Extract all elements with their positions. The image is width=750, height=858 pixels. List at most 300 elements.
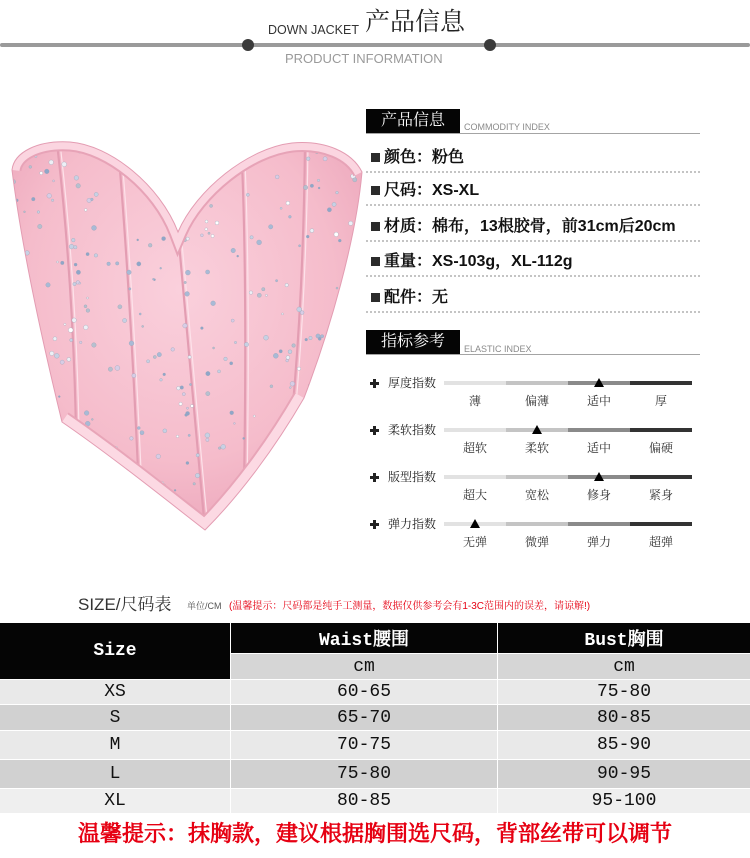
sparkle (54, 353, 59, 358)
sparkle (49, 160, 54, 165)
sparkle (68, 328, 73, 333)
sparkle (320, 335, 323, 338)
sparkle (230, 362, 233, 365)
sparkle (76, 184, 81, 189)
table-cell-size: S (0, 705, 230, 730)
sparkle (50, 351, 54, 355)
product-image (0, 130, 372, 540)
sparkle (49, 482, 54, 487)
info-item-accessories (366, 284, 700, 314)
triangle-marker-icon (594, 378, 604, 387)
sparkle (177, 386, 181, 390)
sparkle (196, 454, 199, 457)
sparkle (250, 236, 253, 239)
sparkle (344, 504, 348, 508)
sparkle (74, 263, 77, 266)
sparkle (214, 142, 219, 147)
sparkle (140, 431, 144, 435)
sparkle (108, 367, 112, 371)
sparkle (246, 193, 249, 196)
sparkle (234, 341, 236, 343)
sparkle (318, 337, 321, 340)
sparkle (208, 232, 210, 234)
sparkle (182, 393, 185, 396)
sparkle (26, 374, 30, 378)
sparkle (210, 204, 213, 207)
table-cell-bust: 75-80 (498, 680, 750, 704)
sparkle (68, 472, 72, 476)
sparkle (211, 301, 216, 306)
sparkle (183, 323, 188, 328)
sparkle (255, 491, 257, 493)
info-item-weight (366, 248, 700, 278)
sparkle (221, 444, 226, 449)
scale-segment (630, 381, 692, 385)
commodity-rule (366, 133, 700, 134)
plus-icon (370, 520, 379, 529)
commodity-heading: 产品信息 (366, 109, 460, 133)
sparkle (16, 489, 18, 491)
sparkle (86, 297, 88, 299)
sparkle (94, 254, 98, 258)
sparkle (74, 245, 77, 248)
header-rule-dot-right (484, 39, 496, 51)
sparkle (91, 198, 94, 201)
size-column-header: Size (0, 623, 230, 679)
table-cell-size: M (0, 731, 230, 759)
size-chart-title: SIZE/尺码表 (78, 595, 172, 614)
table-cell-bust: 85-90 (498, 731, 750, 759)
triangle-marker-icon (470, 519, 480, 528)
sparkle (275, 175, 279, 179)
sparkle (61, 523, 66, 528)
sparkle (160, 378, 163, 381)
sparkle (290, 381, 295, 386)
sparkle (25, 366, 28, 369)
sparkle (92, 343, 97, 348)
sparkle (330, 510, 333, 513)
info-item-text: 重量：XS-103g，XL-112g (384, 253, 573, 270)
sparkle (253, 518, 258, 523)
sparkle (234, 519, 239, 524)
sparkle (297, 307, 302, 312)
sparkle (280, 207, 282, 209)
sparkle (244, 342, 248, 346)
sparkle (53, 180, 55, 182)
metric-option: 柔软 (524, 441, 549, 455)
sparkle (44, 449, 48, 453)
waist-unit: cm (231, 654, 497, 679)
dotted-divider (366, 204, 700, 206)
sparkle (303, 185, 307, 189)
header-rule-dot-left (242, 39, 254, 51)
sparkle (184, 281, 186, 283)
sparkle (328, 338, 330, 340)
size-table (0, 623, 750, 813)
table-cell-waist: 60-65 (231, 680, 497, 704)
metric-label: 版型指数 (388, 470, 437, 484)
table-cell-waist: 80-85 (231, 789, 497, 813)
sparkle (61, 261, 65, 265)
table-cell-waist: 75-80 (231, 760, 497, 788)
sparkle (257, 293, 261, 297)
sparkle (137, 427, 140, 430)
sparkle (112, 469, 116, 473)
sparkle (36, 426, 39, 429)
scale-segment (506, 381, 568, 385)
sparkle (351, 309, 353, 311)
sparkle (185, 414, 188, 417)
sparkle (164, 149, 166, 151)
sparkle (58, 396, 60, 398)
dotted-divider (366, 171, 700, 173)
square-bullet-icon (371, 222, 380, 231)
metric-option: 超软 (462, 441, 487, 455)
sparkle (230, 411, 234, 415)
sparkle (342, 298, 347, 303)
sparkle (309, 525, 311, 527)
sparkle (339, 460, 342, 463)
sparkle (60, 360, 64, 364)
sparkle (109, 498, 112, 501)
metric-option: 超大 (462, 488, 487, 502)
sparkle (305, 338, 308, 341)
metric-option: 宽松 (524, 488, 549, 502)
sparkle (308, 400, 312, 404)
info-item-size (366, 177, 700, 207)
sparkle (139, 313, 141, 315)
sparkle (31, 525, 34, 528)
sparkle (265, 294, 267, 296)
sparkle (273, 353, 278, 358)
plus-icon (370, 379, 379, 388)
sparkle (37, 211, 40, 214)
sparkle (275, 280, 277, 282)
sparkle (86, 309, 90, 313)
sparkle (31, 388, 33, 390)
plus-icon (370, 473, 379, 482)
sparkle (206, 438, 209, 441)
square-bullet-icon (371, 293, 380, 302)
sparkle (297, 367, 300, 370)
sparkle (11, 271, 14, 274)
sparkle (179, 176, 182, 179)
sparkle (231, 248, 236, 253)
sparkle (86, 252, 89, 255)
square-bullet-icon (371, 186, 380, 195)
sparkle (47, 193, 52, 198)
sparkle (14, 438, 16, 440)
sparkle (79, 341, 82, 344)
sparkle (187, 179, 189, 181)
sparkle (122, 318, 126, 322)
sparkle (79, 282, 81, 284)
sparkle (286, 201, 290, 205)
sparkle (19, 489, 21, 491)
dotted-divider (366, 311, 700, 313)
sparkle (188, 434, 190, 436)
sparkle (353, 178, 357, 182)
sparkle (286, 359, 289, 362)
sparkle (132, 374, 136, 378)
sparkle (186, 407, 188, 409)
sparkle (46, 283, 50, 287)
metric-scale-bar (444, 428, 692, 432)
sparkle (17, 232, 21, 236)
sparkle (321, 459, 323, 461)
sparkle (32, 197, 36, 201)
table-cell-bust: 95-100 (498, 789, 750, 813)
info-item-text: 颜色：粉色 (384, 149, 465, 166)
sparkle (127, 270, 132, 275)
table-cell-bust: 80-85 (498, 705, 750, 730)
sparkle (163, 429, 167, 433)
info-item-text: 材质：棉布，13根胶骨，前31cm后20cm (384, 218, 676, 235)
info-item-material (366, 213, 700, 243)
sparkle (289, 387, 291, 389)
bust-unit: cm (498, 654, 750, 679)
sparkle (269, 225, 273, 229)
sparkle (336, 191, 339, 194)
scale-segment (444, 428, 506, 432)
sparkle (215, 221, 219, 225)
sparkle (236, 502, 238, 504)
sparkle (53, 337, 57, 341)
sparkle (295, 508, 297, 510)
metric-label: 厚度指数 (388, 376, 437, 390)
sparkle (21, 325, 23, 327)
dotted-divider (366, 275, 700, 277)
scale-segment (444, 381, 506, 385)
sparkle (306, 235, 309, 238)
sparkle (332, 202, 336, 206)
metric-option: 微弹 (524, 535, 549, 549)
sparkle (79, 517, 83, 521)
table-cell-size: XS (0, 680, 230, 704)
sparkle (57, 261, 59, 263)
sparkle (319, 458, 322, 461)
sparkle (171, 348, 175, 352)
sparkle (354, 485, 358, 489)
commodity-heading-en: COMMODITY INDEX (464, 122, 550, 132)
sparkle (156, 454, 161, 459)
sparkle (206, 371, 210, 375)
sparkle (148, 243, 152, 247)
sparkle (16, 421, 18, 423)
sparkle (186, 237, 189, 240)
sparkle (29, 165, 32, 168)
sparkle (54, 462, 57, 465)
sparkle (142, 325, 144, 327)
sparkle (179, 402, 182, 405)
scale-segment (506, 522, 568, 526)
sparkle (318, 187, 320, 189)
sparkle (91, 418, 93, 420)
sparkle (360, 401, 365, 406)
metric-option: 偏硬 (648, 441, 673, 455)
sparkle (262, 288, 265, 291)
index-heading-en: ELASTIC INDEX (464, 344, 532, 354)
sparkle (67, 357, 71, 361)
sparkle (311, 411, 313, 413)
sparkle (333, 368, 336, 371)
sparkle (44, 169, 49, 174)
sparkle (196, 150, 201, 155)
info-item-text: 尺码：XS-XL (384, 182, 480, 199)
sparkle (107, 262, 111, 266)
sparkle (282, 313, 284, 315)
sparkle (189, 383, 191, 385)
sparkle (198, 180, 200, 182)
metric-fit (366, 469, 700, 509)
sparkle (176, 524, 180, 528)
sparkle (193, 179, 197, 183)
table-cell-waist: 65-70 (231, 705, 497, 730)
sparkle (45, 390, 48, 393)
scale-segment (506, 475, 568, 479)
sparkle (185, 164, 189, 168)
sparkle (129, 288, 131, 290)
sparkle (361, 269, 363, 271)
scale-segment (444, 475, 506, 479)
sparkle (153, 355, 156, 358)
sparkle (136, 519, 139, 522)
sparkle (163, 373, 166, 376)
sparkle (174, 189, 177, 192)
sparkle (24, 211, 26, 213)
bust-column-header: Bust胸围 (498, 623, 750, 653)
sparkle (253, 415, 255, 417)
sparkle (348, 435, 350, 437)
sparkle (200, 152, 205, 157)
sparkle (211, 234, 214, 237)
sparkle (349, 379, 351, 381)
sparkle (305, 487, 309, 491)
sparkle (129, 341, 134, 346)
sparkle (113, 470, 118, 475)
sparkle (185, 270, 190, 275)
sparkle (322, 517, 324, 519)
header-rule (0, 43, 750, 47)
info-item-color (366, 144, 700, 174)
sparkle (249, 291, 253, 295)
info-item-text: 配件：无 (384, 289, 449, 306)
sparkle (338, 239, 341, 242)
sparkle (190, 404, 193, 407)
sparkle (316, 526, 318, 528)
sparkle (137, 262, 141, 266)
sparkle (309, 336, 312, 339)
metric-option: 厚 (654, 394, 667, 408)
sparkle (310, 184, 313, 187)
metric-thickness (366, 375, 700, 415)
sparkle (137, 239, 139, 241)
sparkle (181, 174, 184, 177)
metric-option: 紧身 (648, 488, 673, 502)
sparkle (76, 270, 80, 274)
sparkle (70, 339, 73, 342)
dotted-divider (366, 240, 700, 242)
sparkle (286, 356, 290, 360)
sparkle (288, 215, 291, 218)
sparkle (327, 208, 331, 212)
sparkle (130, 437, 134, 441)
sparkle (264, 335, 269, 340)
sparkle (292, 344, 296, 348)
table-cell-waist: 70-75 (231, 731, 497, 759)
metric-scale-bar (444, 475, 692, 479)
sparkle (206, 270, 210, 274)
scale-segment (630, 428, 692, 432)
sparkle (213, 347, 215, 349)
sparkle (152, 278, 154, 280)
sparkle (137, 161, 140, 164)
sparkle (298, 245, 300, 247)
metric-option: 适中 (586, 394, 611, 408)
sparkle (205, 220, 208, 223)
metric-option: 薄 (468, 394, 481, 408)
sparkle (217, 370, 220, 373)
sparkle (285, 283, 288, 286)
sparkle (185, 292, 190, 297)
square-bullet-icon (371, 153, 380, 162)
triangle-marker-icon (594, 472, 604, 481)
metric-scale-bar (444, 522, 692, 526)
table-cell-bust: 90-95 (498, 760, 750, 788)
metric-option: 修身 (586, 488, 611, 502)
table-cell-size: L (0, 760, 230, 788)
sparkle (160, 267, 162, 269)
sparkle (118, 305, 122, 309)
sparkle (193, 483, 196, 486)
sparkle (10, 502, 15, 507)
sparkle (299, 457, 301, 459)
sparkle (40, 519, 42, 521)
square-bullet-icon (371, 257, 380, 266)
metric-option: 超弹 (648, 535, 673, 549)
sparkle (317, 179, 319, 181)
sparkle (84, 411, 89, 416)
sparkle (127, 487, 132, 492)
sparkle (73, 282, 76, 285)
sparkle (288, 350, 292, 354)
size-chart-note: (温馨提示：尺码都是纯手工测量，数据仅供参考会有1-3C范围内的误差，请谅解!) (229, 601, 591, 612)
footer-tip: 温馨提示：抹胸款，建议根据胸围选尺码，背部丝带可以调节 (77, 821, 672, 846)
scale-segment (630, 475, 692, 479)
sparkle (162, 237, 166, 241)
sparkle (243, 437, 245, 439)
sparkle (12, 495, 16, 499)
metric-option: 适中 (586, 441, 611, 455)
sparkle (64, 323, 66, 325)
sparkle (87, 473, 90, 476)
sparkle (154, 187, 156, 189)
sparkle (330, 399, 335, 404)
sparkle (233, 422, 235, 424)
sparkle (84, 525, 88, 529)
sparkle (115, 262, 118, 265)
sparkle (257, 240, 262, 245)
scale-segment (630, 522, 692, 526)
sparkle (228, 153, 232, 157)
waist-column-header: Waist腰围 (231, 623, 497, 653)
sparkle (51, 199, 53, 201)
scale-segment (568, 428, 630, 432)
sparkle (83, 325, 88, 330)
sparkle (362, 417, 364, 419)
sparkle (292, 467, 297, 472)
metric-softness (366, 422, 700, 462)
